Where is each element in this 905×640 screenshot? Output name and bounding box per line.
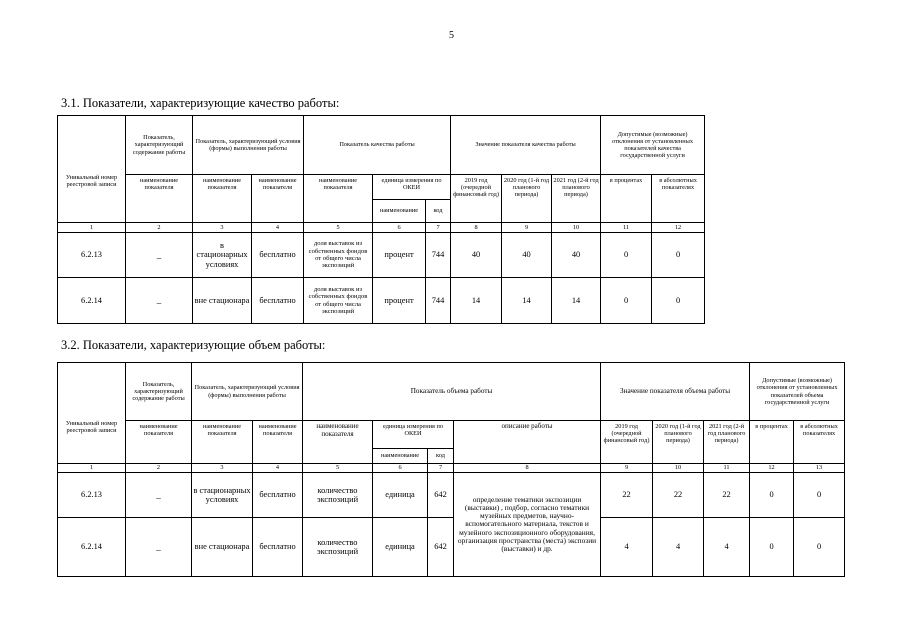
column-number-row: [58, 464, 845, 473]
condition-value: в стационарных условиях: [192, 473, 253, 518]
value-2021: 40: [552, 233, 601, 278]
unit-code: 642: [428, 518, 454, 577]
condition-value: вне стационара: [193, 278, 252, 324]
column-number: 7: [426, 223, 451, 233]
value-2019: 14: [451, 278, 502, 324]
section-quality-title: 3.1. Показатели, характеризующие качество работы:: [61, 96, 340, 110]
unit-name: процент: [373, 233, 426, 278]
column-number: 6: [373, 464, 428, 473]
deviation-absolute: 0: [652, 233, 705, 278]
header-deviation: Допустимые (возможные) отклонения от установленных показателей качества государственной услуги: [601, 116, 705, 175]
header-conditions-indicator: Показатель, характеризующий условия (формы) выполнения работы: [193, 116, 304, 175]
header-content-indicator: Показатель, характеризующий содержание работы: [126, 116, 193, 175]
header-absolute: в абсолютных показателях: [652, 175, 705, 223]
header-okei-name: наименование: [373, 449, 428, 464]
column-number: 8: [454, 464, 601, 473]
column-number: 3: [192, 464, 253, 473]
value-2021: 22: [704, 473, 750, 518]
column-number: 11: [704, 464, 750, 473]
column-number: 5: [303, 464, 373, 473]
header-okei: единица измерения по ОКЕИ: [373, 175, 451, 200]
payment-value: бесплатно: [252, 278, 304, 324]
deviation-absolute: 0: [794, 518, 845, 577]
section-volume-title: 3.2. Показатели, характеризующие объем работы:: [61, 338, 326, 352]
deviation-percent: 0: [601, 233, 652, 278]
value-2020: 22: [653, 473, 704, 518]
unit-name: единица: [373, 518, 428, 577]
unit-code: 642: [428, 473, 454, 518]
value-2020: 14: [502, 278, 552, 324]
header-name-col3: наименование показателя: [192, 421, 253, 464]
value-2021: 14: [552, 278, 601, 324]
column-number: 4: [252, 223, 304, 233]
column-number: 13: [794, 464, 845, 473]
header-content-indicator: Показатель, характеризующий содержание работы: [126, 363, 192, 421]
header-okei-code: код: [428, 449, 454, 464]
column-number: 12: [750, 464, 794, 473]
column-number: 2: [126, 464, 192, 473]
header-unique-number: Уникальный номер реестровой записи: [58, 363, 126, 464]
column-number: 9: [502, 223, 552, 233]
header-absolute: в абсолютных показателях: [794, 421, 845, 464]
value-2020: 4: [653, 518, 704, 577]
header-volume-value: Значение показателя объема работы: [601, 363, 750, 421]
header-deviation: Допустимые (возможные) отклонения от установленных показателей объема государственной услуги: [750, 363, 845, 421]
header-name-col2: наименование показателя: [126, 421, 192, 464]
column-number: 10: [653, 464, 704, 473]
unit-code: 744: [426, 233, 451, 278]
volume-indicators-table: [57, 362, 845, 577]
header-year-2020: 2020 год (1-й год планового периода): [502, 175, 552, 223]
header-row: [58, 363, 845, 421]
deviation-absolute: 0: [794, 473, 845, 518]
content-value: _: [126, 473, 192, 518]
header-percent: в процентах: [750, 421, 794, 464]
value-2020: 40: [502, 233, 552, 278]
deviation-absolute: 0: [652, 278, 705, 324]
header-year-2021: 2021 год (2-й год планового периода): [704, 421, 750, 464]
content-value: _: [126, 233, 193, 278]
column-number: 7: [428, 464, 454, 473]
quality-indicator-name: доля выставок из собственных фондов от общего числа экспозиций: [304, 233, 373, 278]
header-quality-value: Значение показателя качества работы: [451, 116, 601, 175]
quality-indicator-name: доля выставок из собственных фондов от общего числа экспозиций: [304, 278, 373, 324]
header-quality-indicator: Показатель качества работы: [304, 116, 451, 175]
unit-code: 744: [426, 278, 451, 324]
header-volume-indicator: Показатель объема работы: [303, 363, 601, 421]
column-number: 12: [652, 223, 705, 233]
registry-number: 6.2.14: [58, 518, 126, 577]
page-number: 5: [449, 30, 454, 41]
payment-value: бесплатно: [253, 518, 303, 577]
header-okei-code: код: [426, 200, 451, 223]
registry-number: 6.2.13: [58, 473, 126, 518]
header-unique-number: Уникальный номер реестровой записи: [58, 116, 126, 223]
column-number: 8: [451, 223, 502, 233]
value-2021: 4: [704, 518, 750, 577]
registry-number: 6.2.14: [58, 278, 126, 324]
header-year-2019: 2019 год (очередной финансовый год): [601, 421, 653, 464]
work-description: определение тематики экспозиции (выставки) , подбор, согласно тематики музейных предметов, научно-вспомогательного материала, текстов и музейного экспозиционного оборудования, организация пространства (места) экспозии (выставки) и др.: [454, 473, 601, 577]
header-name-col5: наименование показателя: [303, 421, 373, 464]
deviation-percent: 0: [750, 518, 794, 577]
header-year-2019: 2019 год (очередной финансовый год): [451, 175, 502, 223]
header-name-col4: наименование показателя: [253, 421, 303, 464]
deviation-percent: 0: [750, 473, 794, 518]
column-number: 3: [193, 223, 252, 233]
payment-value: бесплатно: [253, 473, 303, 518]
registry-number: 6.2.13: [58, 233, 126, 278]
column-number: 5: [304, 223, 373, 233]
header-percent: в процентах: [601, 175, 652, 223]
table-row: [58, 278, 705, 324]
content-value: _: [126, 518, 192, 577]
column-number: 9: [601, 464, 653, 473]
header-okei-name: наименование: [373, 200, 426, 223]
column-number: 2: [126, 223, 193, 233]
unit-name: единица: [373, 473, 428, 518]
volume-indicator-name: количество экспозиций: [303, 473, 373, 518]
unit-name: процент: [373, 278, 426, 324]
column-number: 1: [58, 223, 126, 233]
table-row: [58, 518, 845, 577]
condition-value: в стационарных условиях: [193, 233, 252, 278]
column-number: 10: [552, 223, 601, 233]
column-number: 1: [58, 464, 126, 473]
column-number: 6: [373, 223, 426, 233]
volume-indicator-name: количество экспозиций: [303, 518, 373, 577]
value-2019: 4: [601, 518, 653, 577]
deviation-percent: 0: [601, 278, 652, 324]
header-okei: единица измерения по ОКЕИ: [373, 421, 454, 449]
header-description: описание работы: [454, 421, 601, 464]
value-2019: 40: [451, 233, 502, 278]
header-row: [58, 116, 705, 175]
column-number: 11: [601, 223, 652, 233]
header-year-2020: 2020 год (1-й год планового периода): [653, 421, 704, 464]
content-value: _: [126, 278, 193, 324]
condition-value: вне стационара: [192, 518, 253, 577]
header-name-col4: наименование показателя: [252, 175, 304, 223]
header-name-col2: наименование показателя: [126, 175, 193, 223]
header-year-2021: 2021 год (2-й год планового периода): [552, 175, 601, 223]
header-conditions-indicator: Показатель, характеризующий условия (формы) выполнения работы: [192, 363, 303, 421]
header-name-col5: наименование показателя: [304, 175, 373, 223]
header-name-col3: наименование показателя: [193, 175, 252, 223]
payment-value: бесплатно: [252, 233, 304, 278]
value-2019: 22: [601, 473, 653, 518]
quality-indicators-table: [57, 115, 705, 324]
table-row: [58, 473, 845, 518]
table-row: [58, 233, 705, 278]
column-number: 4: [253, 464, 303, 473]
column-number-row: [58, 223, 705, 233]
